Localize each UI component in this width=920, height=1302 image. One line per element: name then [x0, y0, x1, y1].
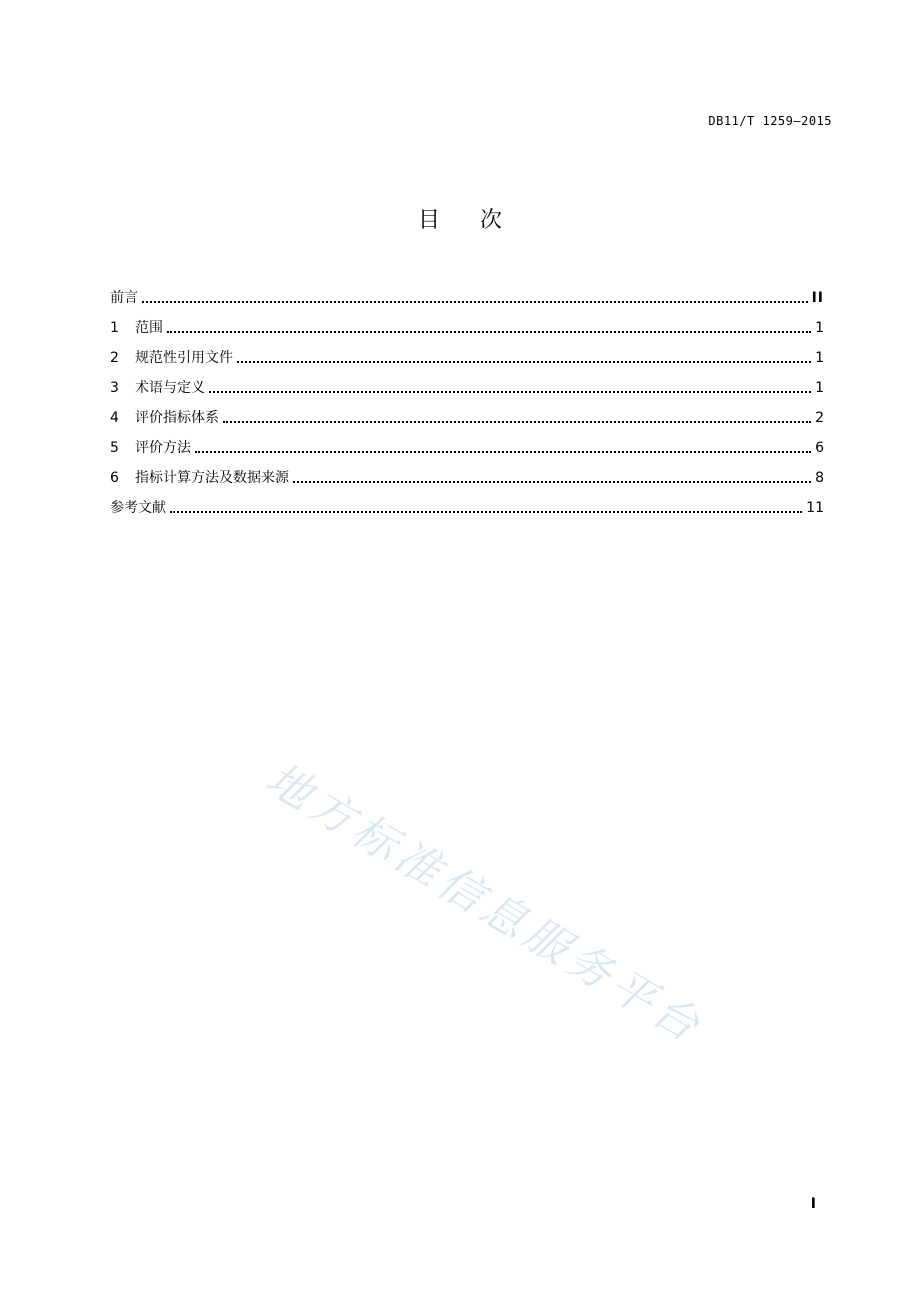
toc-dot-leader: [209, 391, 811, 393]
toc-entry-scope[interactable]: [110, 308, 824, 338]
page-title: 目次: [417, 208, 542, 233]
toc-entry-page: 6: [815, 440, 824, 456]
toc-entry-calculation-data-source[interactable]: [110, 458, 824, 488]
toc-entry-number: 4: [110, 410, 119, 426]
watermark: 地方标准信息服务平台: [257, 753, 713, 1055]
toc-dot-leader: [142, 301, 808, 303]
document-code: DB11/T 1259—2015: [708, 114, 832, 128]
toc-entry-label: 指标计算方法及数据来源: [135, 470, 289, 486]
table-of-contents: [110, 278, 824, 518]
toc-entry-bibliography[interactable]: [110, 488, 824, 518]
toc-entry-number: 5: [110, 440, 119, 456]
toc-entry-number: 6: [110, 470, 119, 486]
toc-entry-label: 评价指标体系: [135, 410, 219, 426]
toc-entry-page: 8: [815, 470, 824, 486]
toc-entry-foreword[interactable]: [110, 278, 824, 308]
toc-entry-page: 2: [815, 410, 824, 426]
toc-entry-number: 3: [110, 380, 119, 396]
toc-dot-leader: [167, 331, 811, 333]
toc-dot-leader: [195, 451, 811, 453]
toc-dot-leader: [223, 421, 811, 423]
toc-entry-number: 2: [110, 350, 119, 366]
toc-entry-label: 术语与定义: [135, 380, 205, 396]
toc-dot-leader: [170, 511, 802, 513]
toc-entry-normative-references[interactable]: [110, 338, 824, 368]
toc-entry-page: 1: [815, 380, 824, 396]
toc-entry-page: II: [811, 290, 824, 306]
toc-entry-page: 11: [806, 500, 824, 516]
toc-entry-label: 范围: [135, 320, 163, 336]
toc-entry-evaluation-method[interactable]: [110, 428, 824, 458]
page-number: I: [810, 1196, 816, 1212]
toc-entry-label: 前言: [110, 290, 138, 306]
toc-entry-page: 1: [815, 320, 824, 336]
toc-dot-leader: [293, 481, 811, 483]
toc-entry-number: 1: [110, 320, 119, 336]
toc-dot-leader: [237, 361, 811, 363]
toc-entry-label: 评价方法: [135, 440, 191, 456]
toc-entry-terms-definitions[interactable]: [110, 368, 824, 398]
toc-entry-indicator-system[interactable]: [110, 398, 824, 428]
toc-entry-label: 规范性引用文件: [135, 350, 233, 366]
toc-entry-label: 参考文献: [110, 500, 166, 516]
toc-entry-page: 1: [815, 350, 824, 366]
